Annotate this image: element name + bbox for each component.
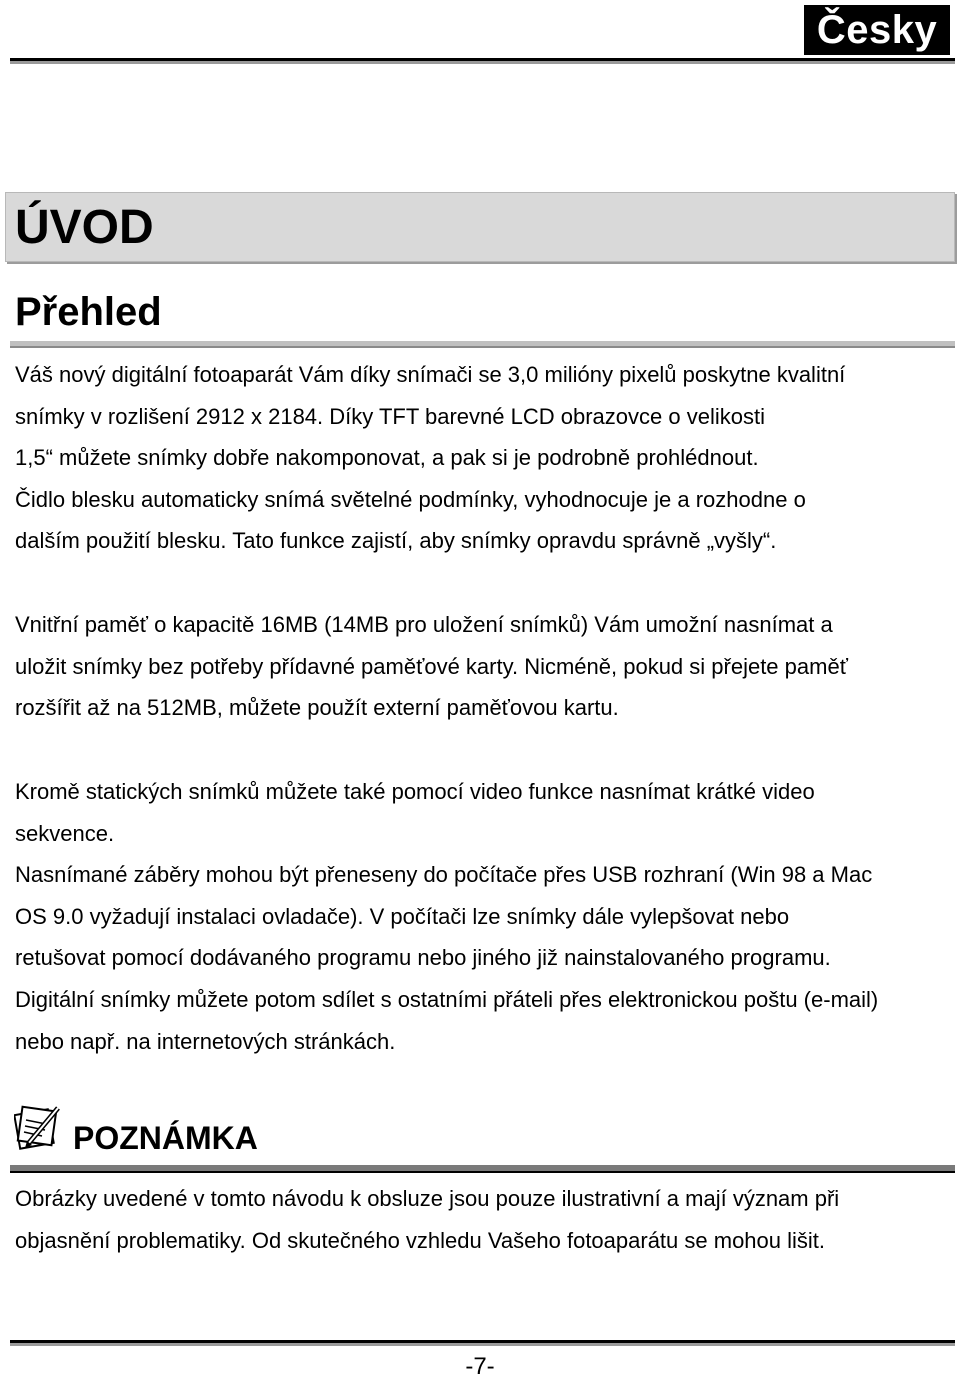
section-title: Přehled	[15, 290, 162, 334]
note-rule	[10, 1165, 955, 1173]
section-rule	[10, 341, 955, 348]
text-line: Nasnímané záběry mohou být přeneseny do počítače přes USB rozhraní (Win 98 a Mac	[15, 862, 873, 888]
text-line: Digitální snímky můžete potom sdílet s ostatními přáteli přes elektronickou poštu (e-mail)	[15, 986, 879, 1012]
header-rule-shadow	[10, 61, 955, 64]
text-line: Vnitřní paměť o kapacitě 16MB (14MB pro uložení snímků) Vám umožní nasnímat a	[15, 612, 833, 637]
text-line: nebo např. na internetových stránkách.	[15, 1028, 396, 1054]
text-line: Čidlo blesku automaticky snímá světelné podmínky, vyhodnocuje je a rozhodne o	[15, 486, 806, 512]
text-line: OS 9.0 vyžadují instalaci ovladače). V počítači lze snímky dále vylepšovat nebo	[15, 903, 790, 929]
text-line: objasnění problematiky. Od skutečného vzhledu Vašeho fotoaparátu se mohou lišit.	[15, 1227, 826, 1253]
note-pencil-icon	[14, 1104, 62, 1150]
footer-rule-shadow	[10, 1343, 955, 1346]
paragraph-1	[15, 354, 960, 562]
text-line: Kromě statických snímků můžete také pomocí video funkce nasnímat krátké video	[15, 779, 815, 804]
text-line: Váš nový digitální fotoaparát Vám díky snímači se 3,0 milióny pixelů poskytne kvalitní	[15, 362, 846, 387]
text-line: retušovat pomocí dodávaného programu nebo jiného již nainstalovaného programu.	[15, 945, 831, 971]
chapter-title: ÚVOD	[15, 201, 154, 254]
paragraph-3	[15, 771, 960, 1062]
language-badge: Česky	[804, 5, 950, 55]
text-line: uložit snímky bez potřeby přídavné paměťové karty. Nicméně, pokud si přejete paměť	[15, 653, 848, 679]
text-line: snímky v rozlišení 2912 x 2184. Díky TFT barevné LCD obrazovce o velikosti	[15, 403, 765, 429]
note-title: POZNÁMKA	[73, 1120, 258, 1156]
chapter-heading-box	[5, 192, 955, 262]
text-line: sekvence.	[15, 820, 115, 846]
page-number: -7-	[465, 1353, 495, 1380]
text-line: Obrázky uvedené v tomto návodu k obsluze jsou pouze ilustrativní a mají význam při	[15, 1186, 840, 1211]
text-line: 1,5“ můžete snímky dobře nakomponovat, a pak si je podrobně prohlédnout.	[15, 445, 759, 471]
text-line: rozšířit až na 512MB, můžete použít externí paměťovou kartu.	[15, 695, 619, 721]
note-text	[15, 1178, 960, 1261]
text-line: dalším použití blesku. Tato funkce zajistí, aby snímky opravdu správně „vyšly“.	[15, 528, 777, 554]
paragraph-2	[15, 604, 960, 729]
